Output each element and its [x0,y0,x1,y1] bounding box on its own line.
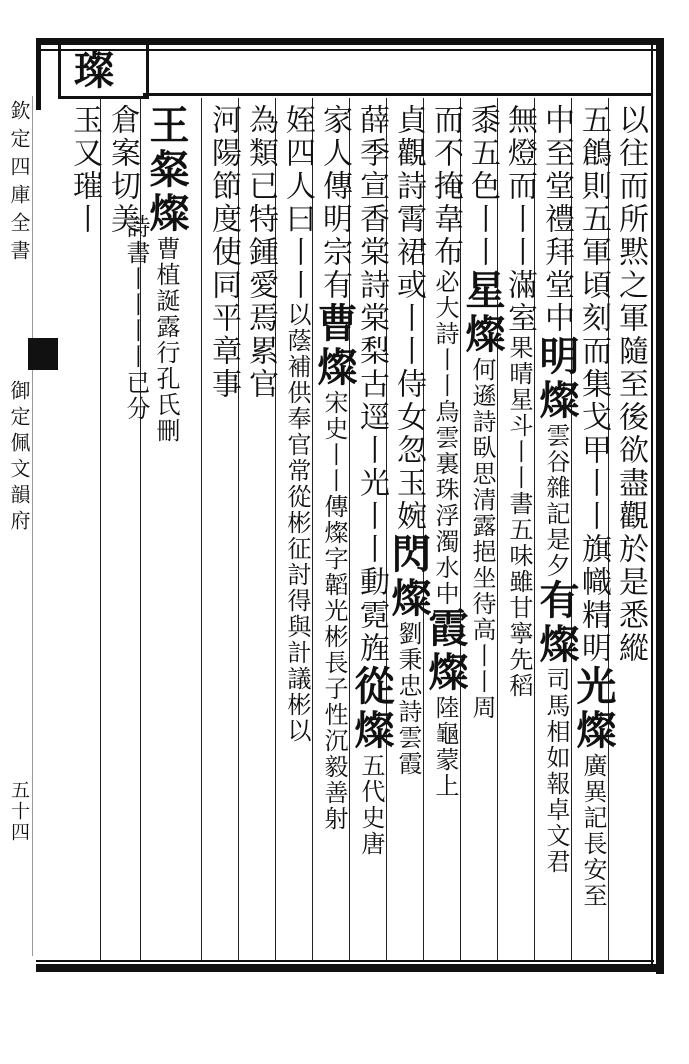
headword: 有燦 [533,579,580,667]
body-text: 家人傳明宗有 [317,104,352,302]
text-column [311,104,358,954]
annotation-text: 必大詩丨丨烏雲裏珠浮濁水中 [431,269,459,607]
annotation-text: 周 [468,695,496,721]
body-text: 無燈而丨丨滿室 [502,104,537,335]
text-column [570,104,617,954]
frame-right-border [656,38,664,974]
headword: 星燦 [459,269,506,357]
body-text: 五鶬則五軍頃刻而集戈甲丨丨旗幟精明 [576,104,611,665]
text-column [385,104,432,954]
text-column [66,104,102,954]
headword: 明燦 [533,335,580,423]
text-column [422,104,469,954]
headword: 霞燦 [422,607,469,695]
annotation-text: 果晴星斗丨丨 [505,335,533,491]
annotation-text: 何遜詩臥思清露挹坐待高丨丨 [468,357,496,695]
text-column [501,104,537,954]
body-text: 河陽節度使同平章事 [206,104,241,401]
annotation-text: 書五味雖甘寧先稻 [505,491,533,699]
margin-page-number: 五十四 [8,780,30,843]
body-text: 以往而所黙之軍隨至後欲盡觀於是悉縱 [613,104,648,665]
body-text: 貞觀詩霄裙或丨丨侍女忽玉婉 [391,104,426,533]
text-column [459,104,506,954]
margin-divider [32,96,33,956]
body-text: 倉案切美 [105,104,140,236]
headword: 光燦 [570,665,617,753]
headword: 王粲燦 [143,104,190,236]
text-column [279,104,315,954]
annotation-text: 雲谷雜記是夕 [542,423,570,579]
annotation-text: 詩書丨丨丨丨已分 [122,214,150,422]
body-text: 中至堂禮拜堂中 [539,104,574,335]
text-column [348,104,395,954]
body-text: 玉又璀丨 [67,104,102,236]
annotation-text: 司馬相如報卓文君 [542,667,570,875]
annotation-text: 劉秉忠詩雲霞 [394,621,422,777]
annotation-text: 以蔭補供奉官常從彬征討得與計議彬以 [283,302,311,744]
body-text: 姪四人曰丨丨 [280,104,315,302]
annotation-text: 五代史唐 [357,753,385,857]
body-text: 而不掩韋布 [428,104,463,269]
headword: 曹燦 [311,302,358,390]
margin-book-title: 欽定四庫全書 [7,100,31,268]
annotation-text: 廣異記長安至 [579,753,607,909]
text-column [533,104,580,954]
body-text: 薛季宣香棠詩棠梨古逕丨光丨丨動霓旌 [354,104,389,665]
text-column [242,104,278,954]
text-column [205,104,241,954]
text-column [612,104,648,954]
margin-fishtail-block [28,338,58,370]
annotation-text: 陸龜蒙上 [431,695,459,799]
headword: 從燦 [348,665,395,753]
column-rule [201,98,202,960]
heading-character: 璨 [74,47,114,94]
margin-volume-title: 御定佩文韻府 [7,380,31,536]
text-column [104,104,140,954]
annotation-text: 曹植誕露行孔氏刪 [152,236,180,444]
headword: 閃燦 [385,533,432,621]
body-text: 黍五色丨丨 [465,104,500,269]
heading-rule [143,93,653,96]
body-text: 為類已特鍾愛焉累官 [243,104,278,401]
frame-right-inner-border [651,45,653,970]
annotation-text: 宋史丨丨傳燦字韜光彬長子性沉毅善射 [320,390,348,832]
frame-left-border [36,38,41,110]
